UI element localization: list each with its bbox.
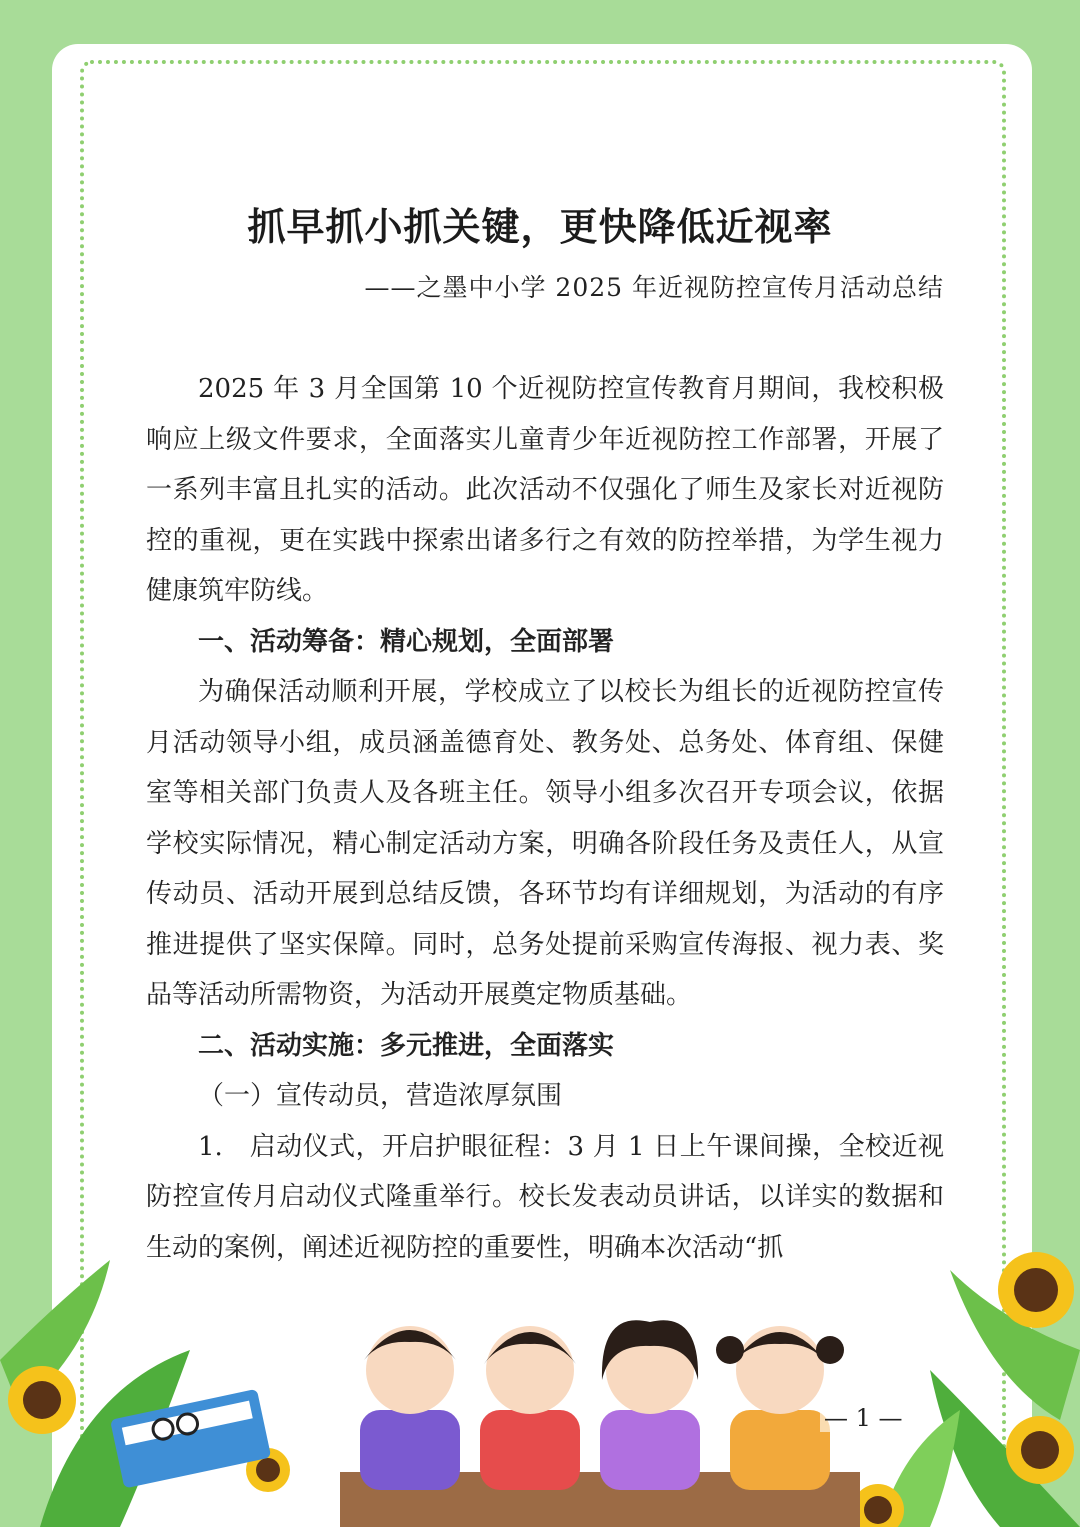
page-number: — 1 —: [820, 1404, 907, 1432]
document-body: [146, 364, 944, 1273]
intro-paragraph: 2025 年 3 月全国第 10 个近视防控宣传教育月期间，我校积极响应上级文件要求，全面落实儿童青少年近视防控工作部署，开展了一系列丰富且扎实的活动。此次活动不仅强化了师生及家长对近视防控的重视，更在实践中探索出诸多行之有效的防控举措，为学生视力健康筑牢防线。: [146, 374, 944, 606]
prep-paragraph: 为确保活动顺利开展，学校成立了以校长为组长的近视防控宣传月活动领导小组，成员涵盖德育处、教务处、总务处、体育组、保健室等相关部门负责人及各班主任。领导小组多次召开专项会议，依据学校实际情况，精心制定活动方案，明确各阶段任务及责任人，从宣传动员、活动开展到总结反馈，各环节均有详细规划，为活动的有序推进提供了坚实保障。同时，总务处提前采购宣传海报、视力表、奖品等活动所需物资，为活动开展奠定物质基础。: [146, 677, 944, 1010]
section-heading-2: 二、活动实施：多元推进，全面落实: [198, 1030, 615, 1061]
subsection-heading: （一）宣传动员，营造浓厚氛围: [198, 1081, 563, 1111]
launch-paragraph: 1. 启动仪式，开启护眼征程：3 月 1 日上午课间操，全校近视防控宣传月启动仪式隆重举行。校长发表动员讲话，以详实的数据和生动的案例，阐述近视防控的重要性，明确本次活动“抓: [146, 1131, 944, 1263]
section-heading-1: 一、活动筹备：精心规划，全面部署: [198, 626, 615, 657]
document-title: 抓早抓小抓关键，更快降低近视率: [247, 205, 833, 249]
children-sunflower-illustration: [0, 1240, 1080, 1527]
document-subtitle: ——之墨中小学 2025 年近视防控宣传月活动总结: [364, 273, 944, 302]
